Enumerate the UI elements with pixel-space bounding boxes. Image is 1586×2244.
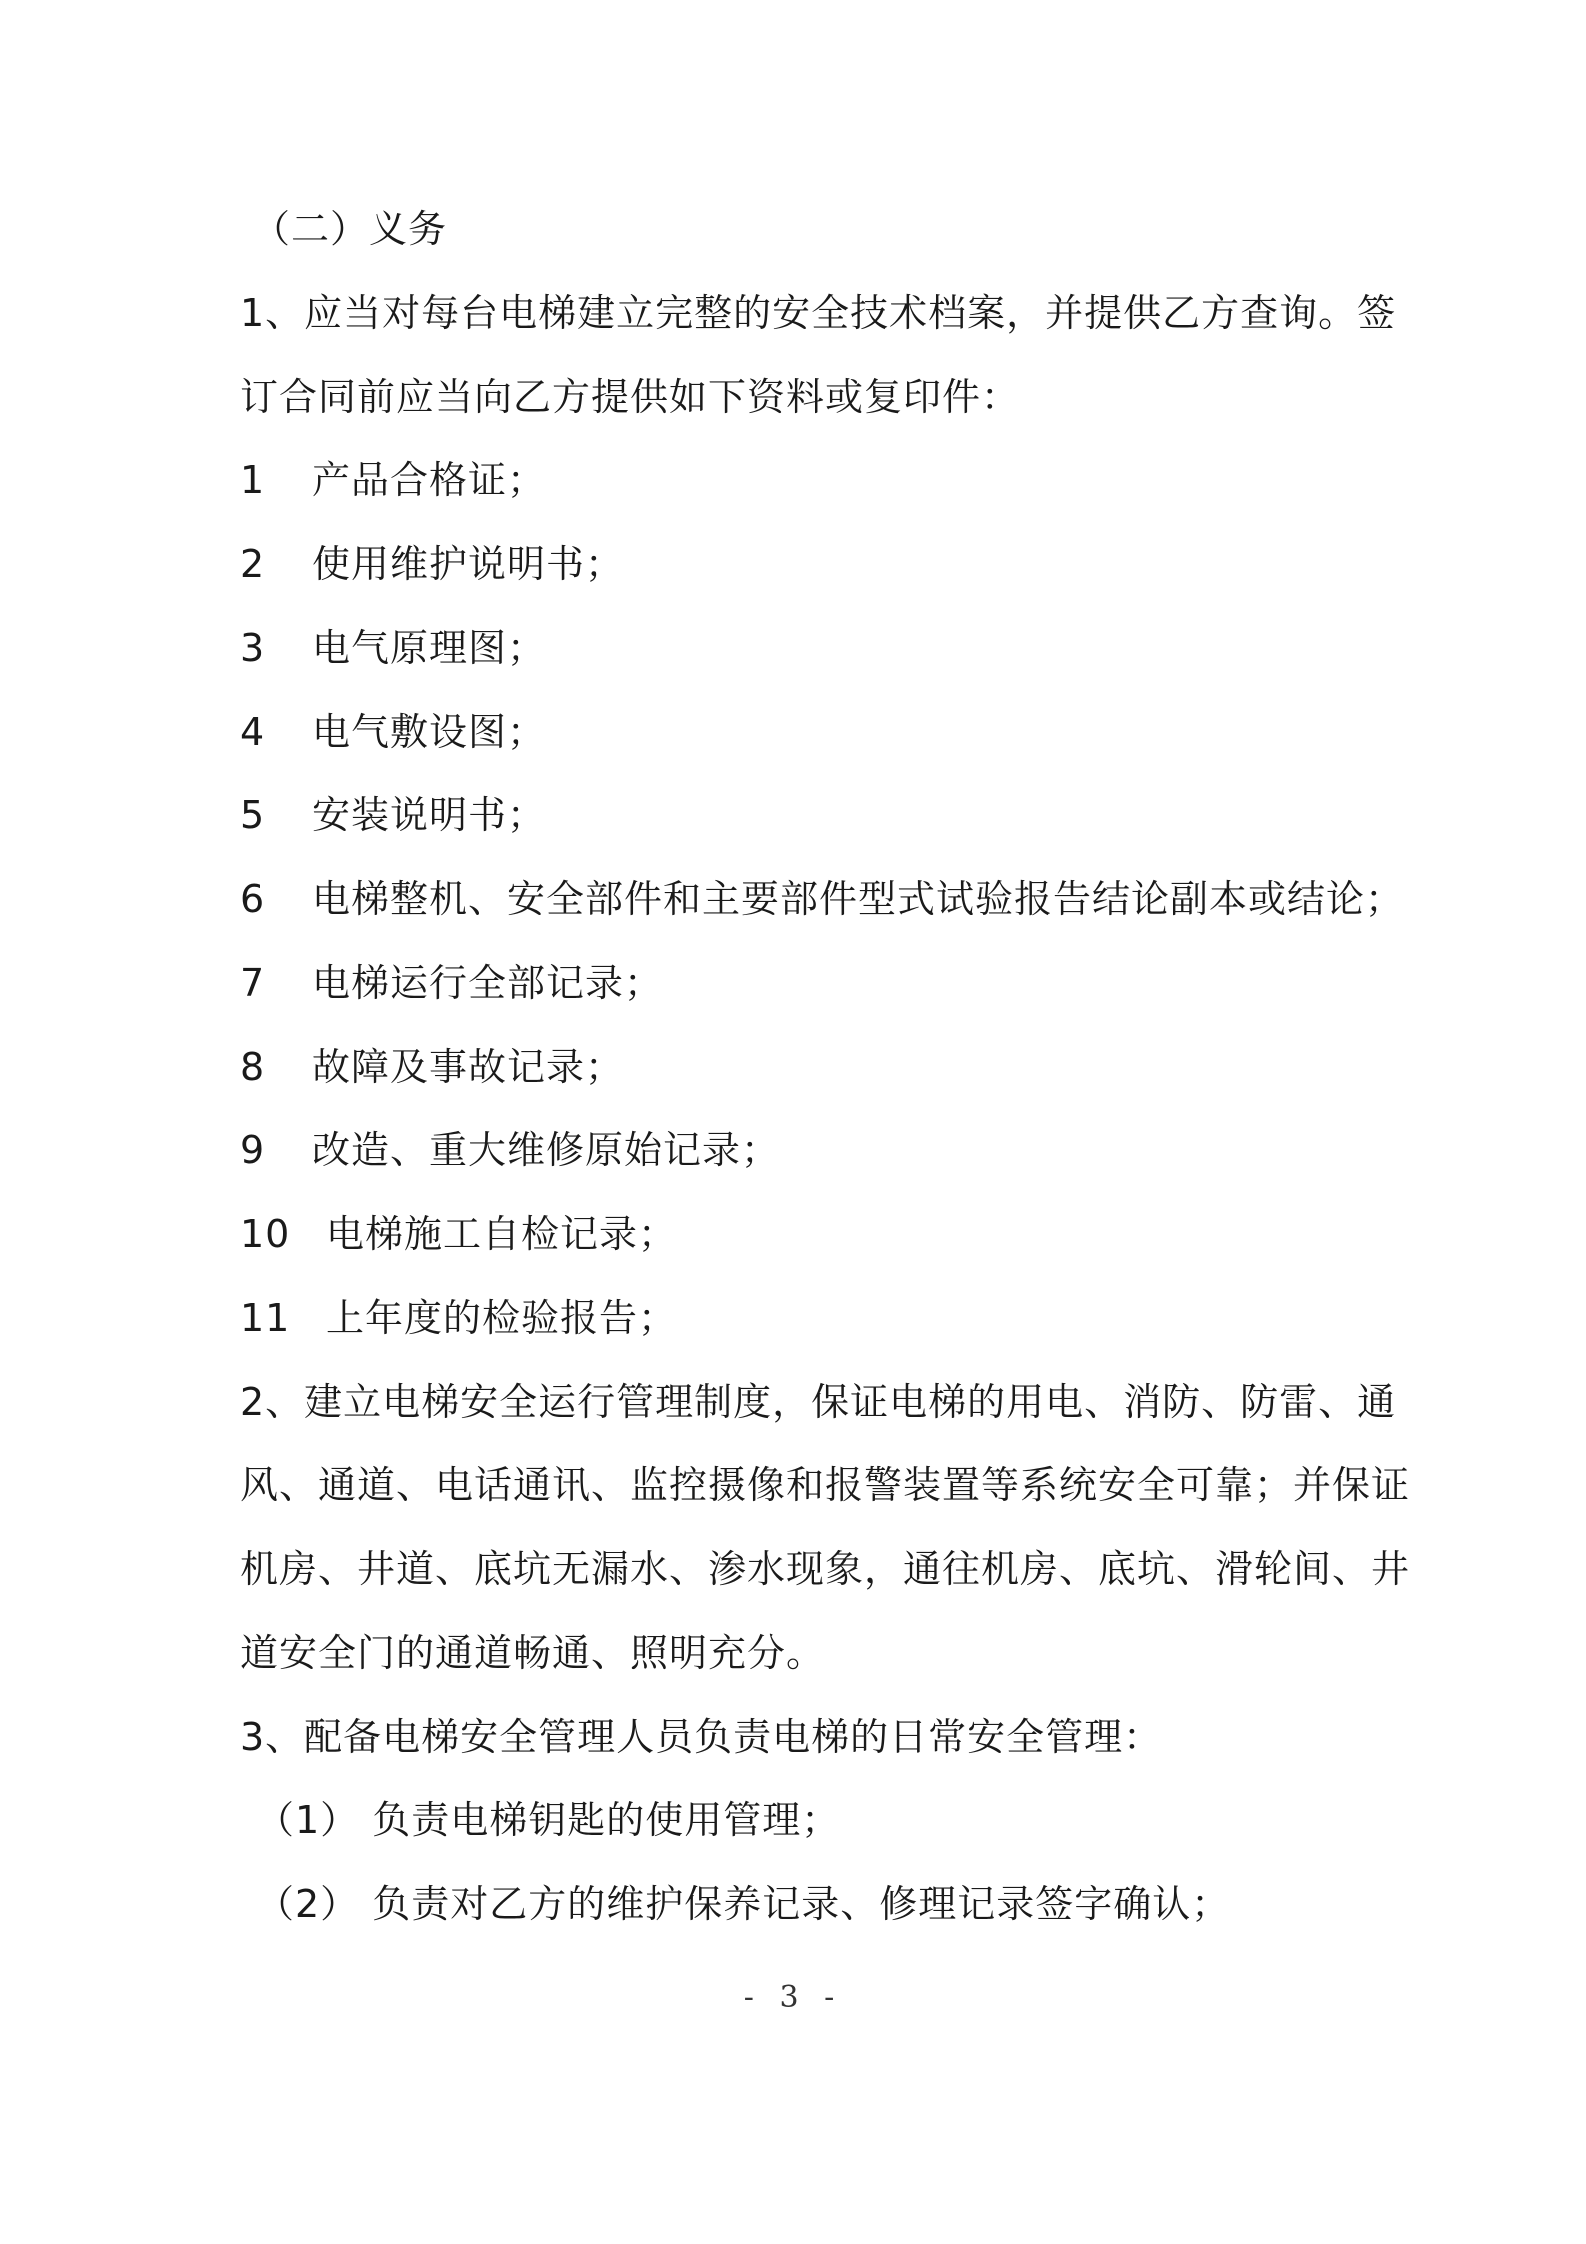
list-item-text: 电梯运行全部记录； (312, 961, 664, 1005)
section-heading: （二）义务 (252, 207, 448, 251)
document-list-item (240, 958, 663, 1008)
document-list-item (240, 874, 1404, 924)
list-item-number: 2 (240, 542, 266, 586)
list-item-text: 使用维护说明书； (312, 542, 625, 586)
document-list-item (240, 1293, 677, 1343)
list-item-text: 上年度的检验报告； (326, 1296, 678, 1340)
paragraph-2-line-3: 机房、井道、底坑无漏水、渗水现象，通往机房、底坑、滑轮间、井 (240, 1547, 1411, 1591)
paragraph-3-line-1: 3、配备电梯安全管理人员负责电梯的日常安全管理： (240, 1715, 1163, 1759)
document-list-item (240, 1125, 780, 1175)
list-item-text: 改造、重大维修原始记录； (312, 1128, 781, 1172)
document-list-item (240, 623, 546, 673)
list-item-number: 11 (240, 1296, 291, 1340)
list-item-text: 安装说明书； (312, 793, 547, 837)
document-list-item (240, 1042, 624, 1092)
list-item-number: 10 (240, 1212, 291, 1256)
list-item-number: 4 (240, 710, 266, 754)
list-item-number: 1 (240, 458, 266, 502)
document-list-item (240, 539, 624, 589)
paragraph-2-line-2: 风、通道、电话通讯、监控摄像和报警装置等系统安全可靠；并保证 (240, 1463, 1411, 1507)
list-item-text: 电气原理图； (312, 626, 547, 670)
list-item-number: 9 (240, 1128, 266, 1172)
list-item-number: 8 (240, 1045, 266, 1089)
document-list-item (240, 455, 546, 505)
sub-item-2: （2） 负责对乙方的维护保养记录、修理记录签字确认； (256, 1882, 1231, 1926)
list-item-number: 6 (240, 877, 266, 921)
document-list-item (240, 790, 546, 840)
list-item-number: 3 (240, 626, 266, 670)
document-list-item (240, 1209, 677, 1259)
list-item-number: 7 (240, 961, 266, 1005)
paragraph-2-line-4: 道安全门的通道畅通、照明充分。 (240, 1631, 826, 1675)
list-item-text: 电梯施工自检记录； (326, 1212, 678, 1256)
list-item-text: 电梯整机、安全部件和主要部件型式试验报告结论副本或结论； (312, 877, 1405, 921)
paragraph-2-line-1: 2、建立电梯安全运行管理制度，保证电梯的用电、消防、防雷、通 (240, 1380, 1397, 1424)
paragraph-1-line-1: 1、应当对每台电梯建立完整的安全技术档案，并提供乙方查询。签 (240, 291, 1397, 335)
list-item-number: 5 (240, 793, 266, 837)
page-number: - 3 - (743, 1980, 843, 2015)
sub-item-1: （1） 负责电梯钥匙的使用管理； (256, 1798, 841, 1842)
list-item-text: 产品合格证； (312, 458, 547, 502)
list-item-text: 故障及事故记录； (312, 1045, 625, 1089)
document-list-item (240, 707, 546, 757)
paragraph-1-line-2: 订合同前应当向乙方提供如下资料或复印件： (240, 375, 1021, 419)
list-item-text: 电气敷设图； (312, 710, 547, 754)
